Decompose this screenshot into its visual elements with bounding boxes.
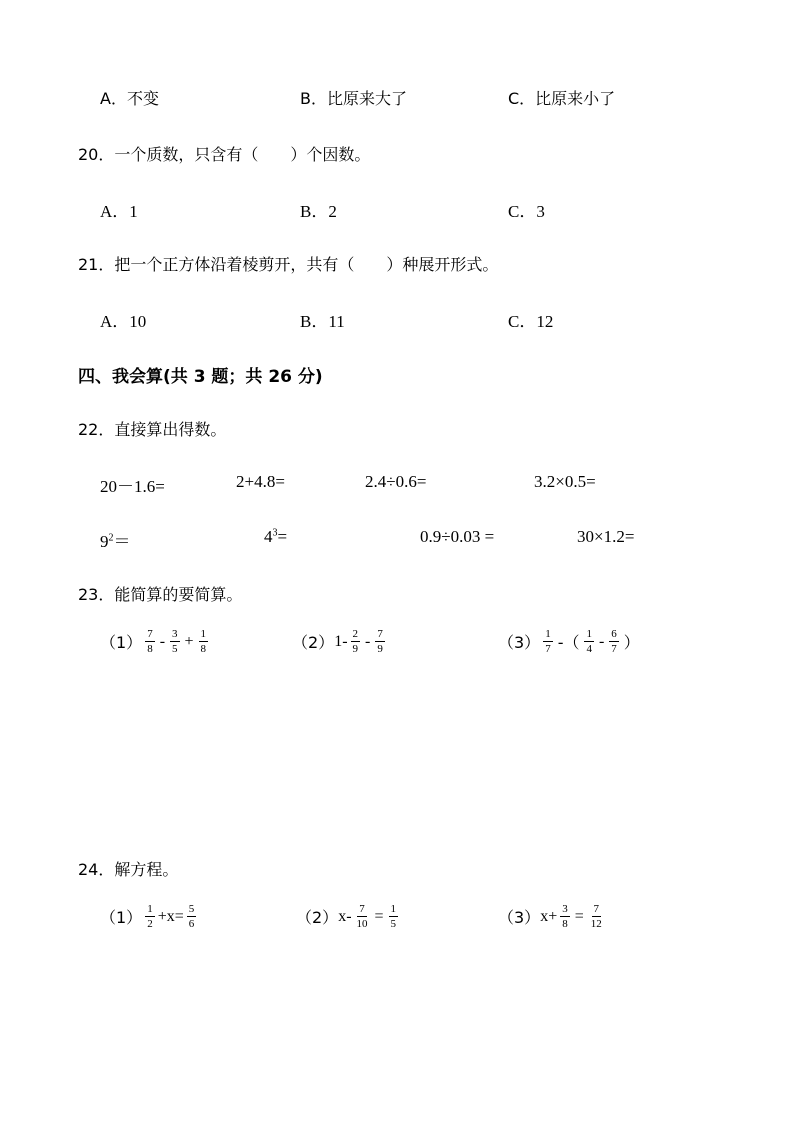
- fraction: $\frac{7}{12}$: [590, 903, 602, 930]
- q19-option-c: C．比原来小了: [508, 89, 616, 108]
- q22-stem: 22．直接算出得数。: [78, 420, 227, 439]
- q21-option-b: B．11: [300, 312, 345, 331]
- q22-item-2: 2+4.8=: [236, 472, 285, 491]
- q20-option-b: B．2: [300, 202, 337, 221]
- q19-option-b: B．比原来大了: [300, 89, 407, 108]
- q22-item-7: 0.9÷0.03 =: [420, 527, 495, 546]
- q24-problem-2: （2） x- $\frac{7}{10}$ = $\frac{1}{5}$: [296, 903, 397, 930]
- fraction: $\frac{3}{8}$: [562, 903, 568, 930]
- q24-problem-1: （1） $\frac{1}{2}$ +x= $\frac{5}{6}$: [100, 903, 195, 930]
- q23-problem-1: （1） $\frac{7}{8}$ - $\frac{3}{5}$ + $\frac{1}{8}$: [100, 628, 207, 655]
- q23-problem-3: （3） $\frac{1}{7}$ -（ $\frac{1}{4}$ - $\frac{6}{7}$ ）: [498, 628, 640, 655]
- fraction: $\frac{1}{2}$: [147, 903, 153, 930]
- fraction: $\frac{5}{6}$: [188, 903, 195, 930]
- q22-item-8: 30×1.2=: [577, 527, 635, 546]
- fraction: $\frac{2}{9}$: [352, 628, 359, 655]
- fraction: $\frac{1}{4}$: [586, 628, 592, 655]
- fraction: $\frac{1}{7}$: [545, 628, 551, 655]
- q23-stem: 23．能简算的要简算。: [78, 585, 243, 604]
- q21-stem: 21．把一个正方体沿着棱剪开，共有（ ）种展开形式。: [78, 255, 499, 274]
- q20-option-a: A．1: [100, 202, 138, 221]
- q21-option-a: A．10: [100, 312, 147, 331]
- q20-option-c: C．3: [508, 202, 545, 221]
- fraction: $\frac{3}{5}$: [172, 628, 178, 655]
- q21-option-c: C．12: [508, 312, 554, 331]
- fraction: $\frac{7}{8}$: [147, 628, 153, 655]
- fraction: $\frac{7}{9}$: [377, 628, 383, 655]
- fraction: $\frac{1}{8}$: [200, 628, 207, 655]
- q23-problem-2: （2） 1- $\frac{2}{9}$ - $\frac{7}{9}$: [292, 628, 383, 655]
- q24-stem: 24．解方程。: [78, 860, 179, 879]
- q22-item-5: $9^2=$: [100, 532, 131, 551]
- q22-item-3: 2.4÷0.6=: [365, 472, 427, 491]
- q19-option-a: A．不变: [100, 89, 159, 108]
- q22-item-1: 20－1.6=: [100, 477, 165, 496]
- q24-problem-3: （3） x+ $\frac{3}{8}$ = $\frac{7}{12}$: [498, 903, 602, 930]
- q22-item-4: 3.2×0.5=: [534, 472, 596, 491]
- fraction: $\frac{6}{7}$: [611, 628, 617, 655]
- section-heading: 四、我会算(共 3 题；共 26 分): [78, 367, 323, 387]
- fraction: $\frac{7}{10}$: [356, 903, 368, 930]
- fraction: $\frac{1}{5}$: [390, 903, 397, 930]
- q20-stem: 20．一个质数，只含有（ ）个因数。: [78, 145, 371, 164]
- q22-item-6: $4^3=$: [264, 527, 288, 546]
